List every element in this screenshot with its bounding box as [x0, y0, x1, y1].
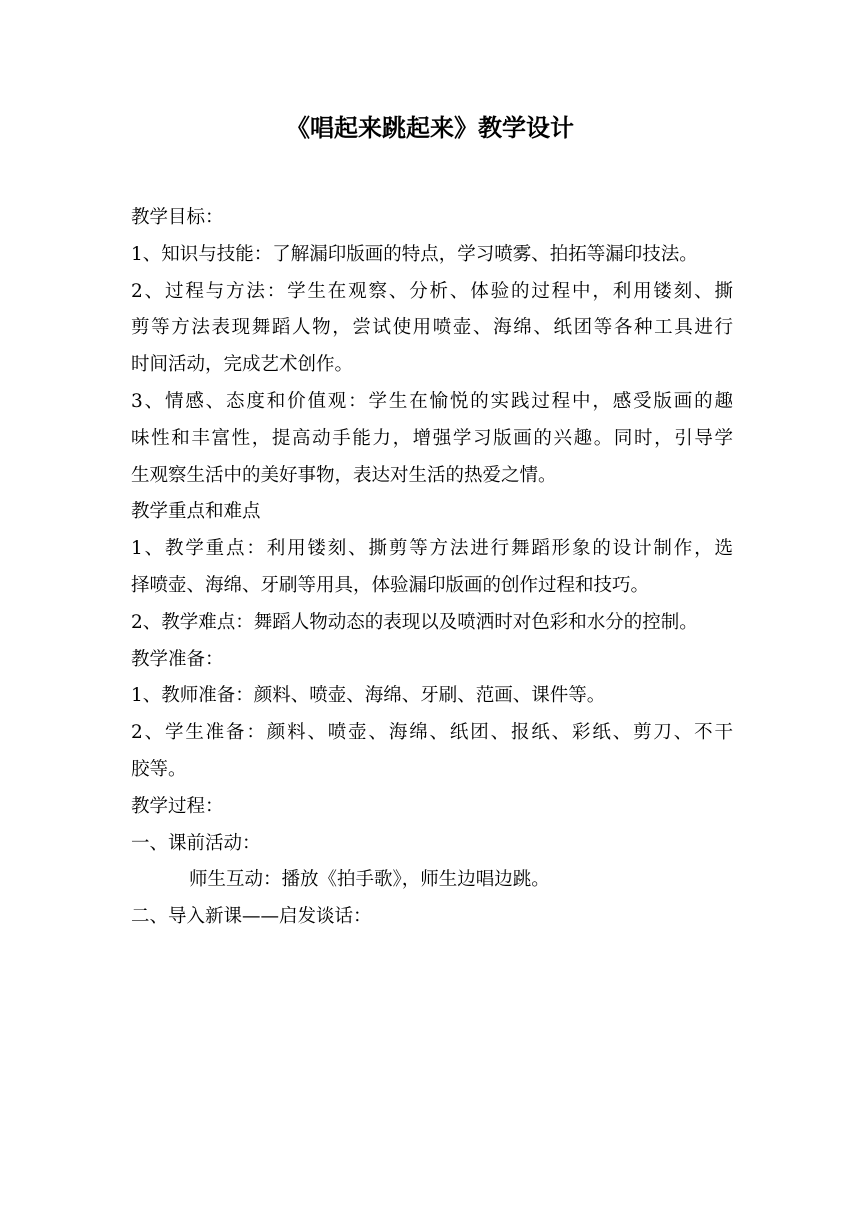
section-heading-process: 教学过程： — [131, 795, 224, 817]
paragraph-line: 师生互动：播放《拍手歌》，师生边唱边跳。 — [189, 869, 550, 891]
paragraph-line: 3、情感、态度和价值观：学生在愉悦的实践过程中，感受版画的趣 — [131, 390, 733, 412]
paragraph-line: 2、过程与方法：学生在观察、分析、体验的过程中，利用镂刻、撕 — [131, 280, 733, 302]
document-body — [131, 200, 733, 936]
paragraph-line: 胶等。 — [131, 758, 187, 780]
paragraph-line: 1、知识与技能：了解漏印版画的特点，学习喷雾、拍拓等漏印技法。 — [131, 243, 698, 265]
paragraph-line: 生观察生活中的美好事物，表达对生活的热爱之情。 — [131, 464, 557, 486]
paragraph-line: 1、教师准备：颜料、喷壶、海绵、牙刷、范画、课件等。 — [131, 685, 606, 707]
paragraph-line: 剪等方法表现舞蹈人物，尝试使用喷壶、海绵、纸团等各种工具进行 — [131, 317, 733, 339]
section-heading-preparation: 教学准备： — [131, 648, 224, 670]
section-heading-key-points: 教学重点和难点 — [131, 501, 261, 523]
subsection-heading: 一、课前活动： — [131, 832, 261, 854]
paragraph-line: 择喷壶、海绵、牙刷等用具，体验漏印版画的创作过程和技巧。 — [131, 574, 650, 596]
section-heading-objectives: 教学目标： — [131, 207, 224, 228]
paragraph-line: 味性和丰富性，提高动手能力，增强学习版画的兴趣。同时，引导学 — [131, 427, 733, 449]
paragraph-line: 2、学生准备：颜料、喷壶、海绵、纸团、报纸、彩纸、剪刀、不干 — [131, 722, 733, 744]
paragraph-line: 1、教学重点：利用镂刻、撕剪等方法进行舞蹈形象的设计制作，选 — [131, 538, 733, 560]
document-title: 《唱起来跳起来》教学设计 — [286, 114, 574, 142]
paragraph-line: 时间活动，完成艺术创作。 — [131, 354, 354, 376]
paragraph-line: 2、教学难点：舞蹈人物动态的表现以及喷洒时对色彩和水分的控制。 — [131, 611, 698, 633]
subsection-heading: 二、导入新课——启发谈话： — [131, 906, 372, 928]
